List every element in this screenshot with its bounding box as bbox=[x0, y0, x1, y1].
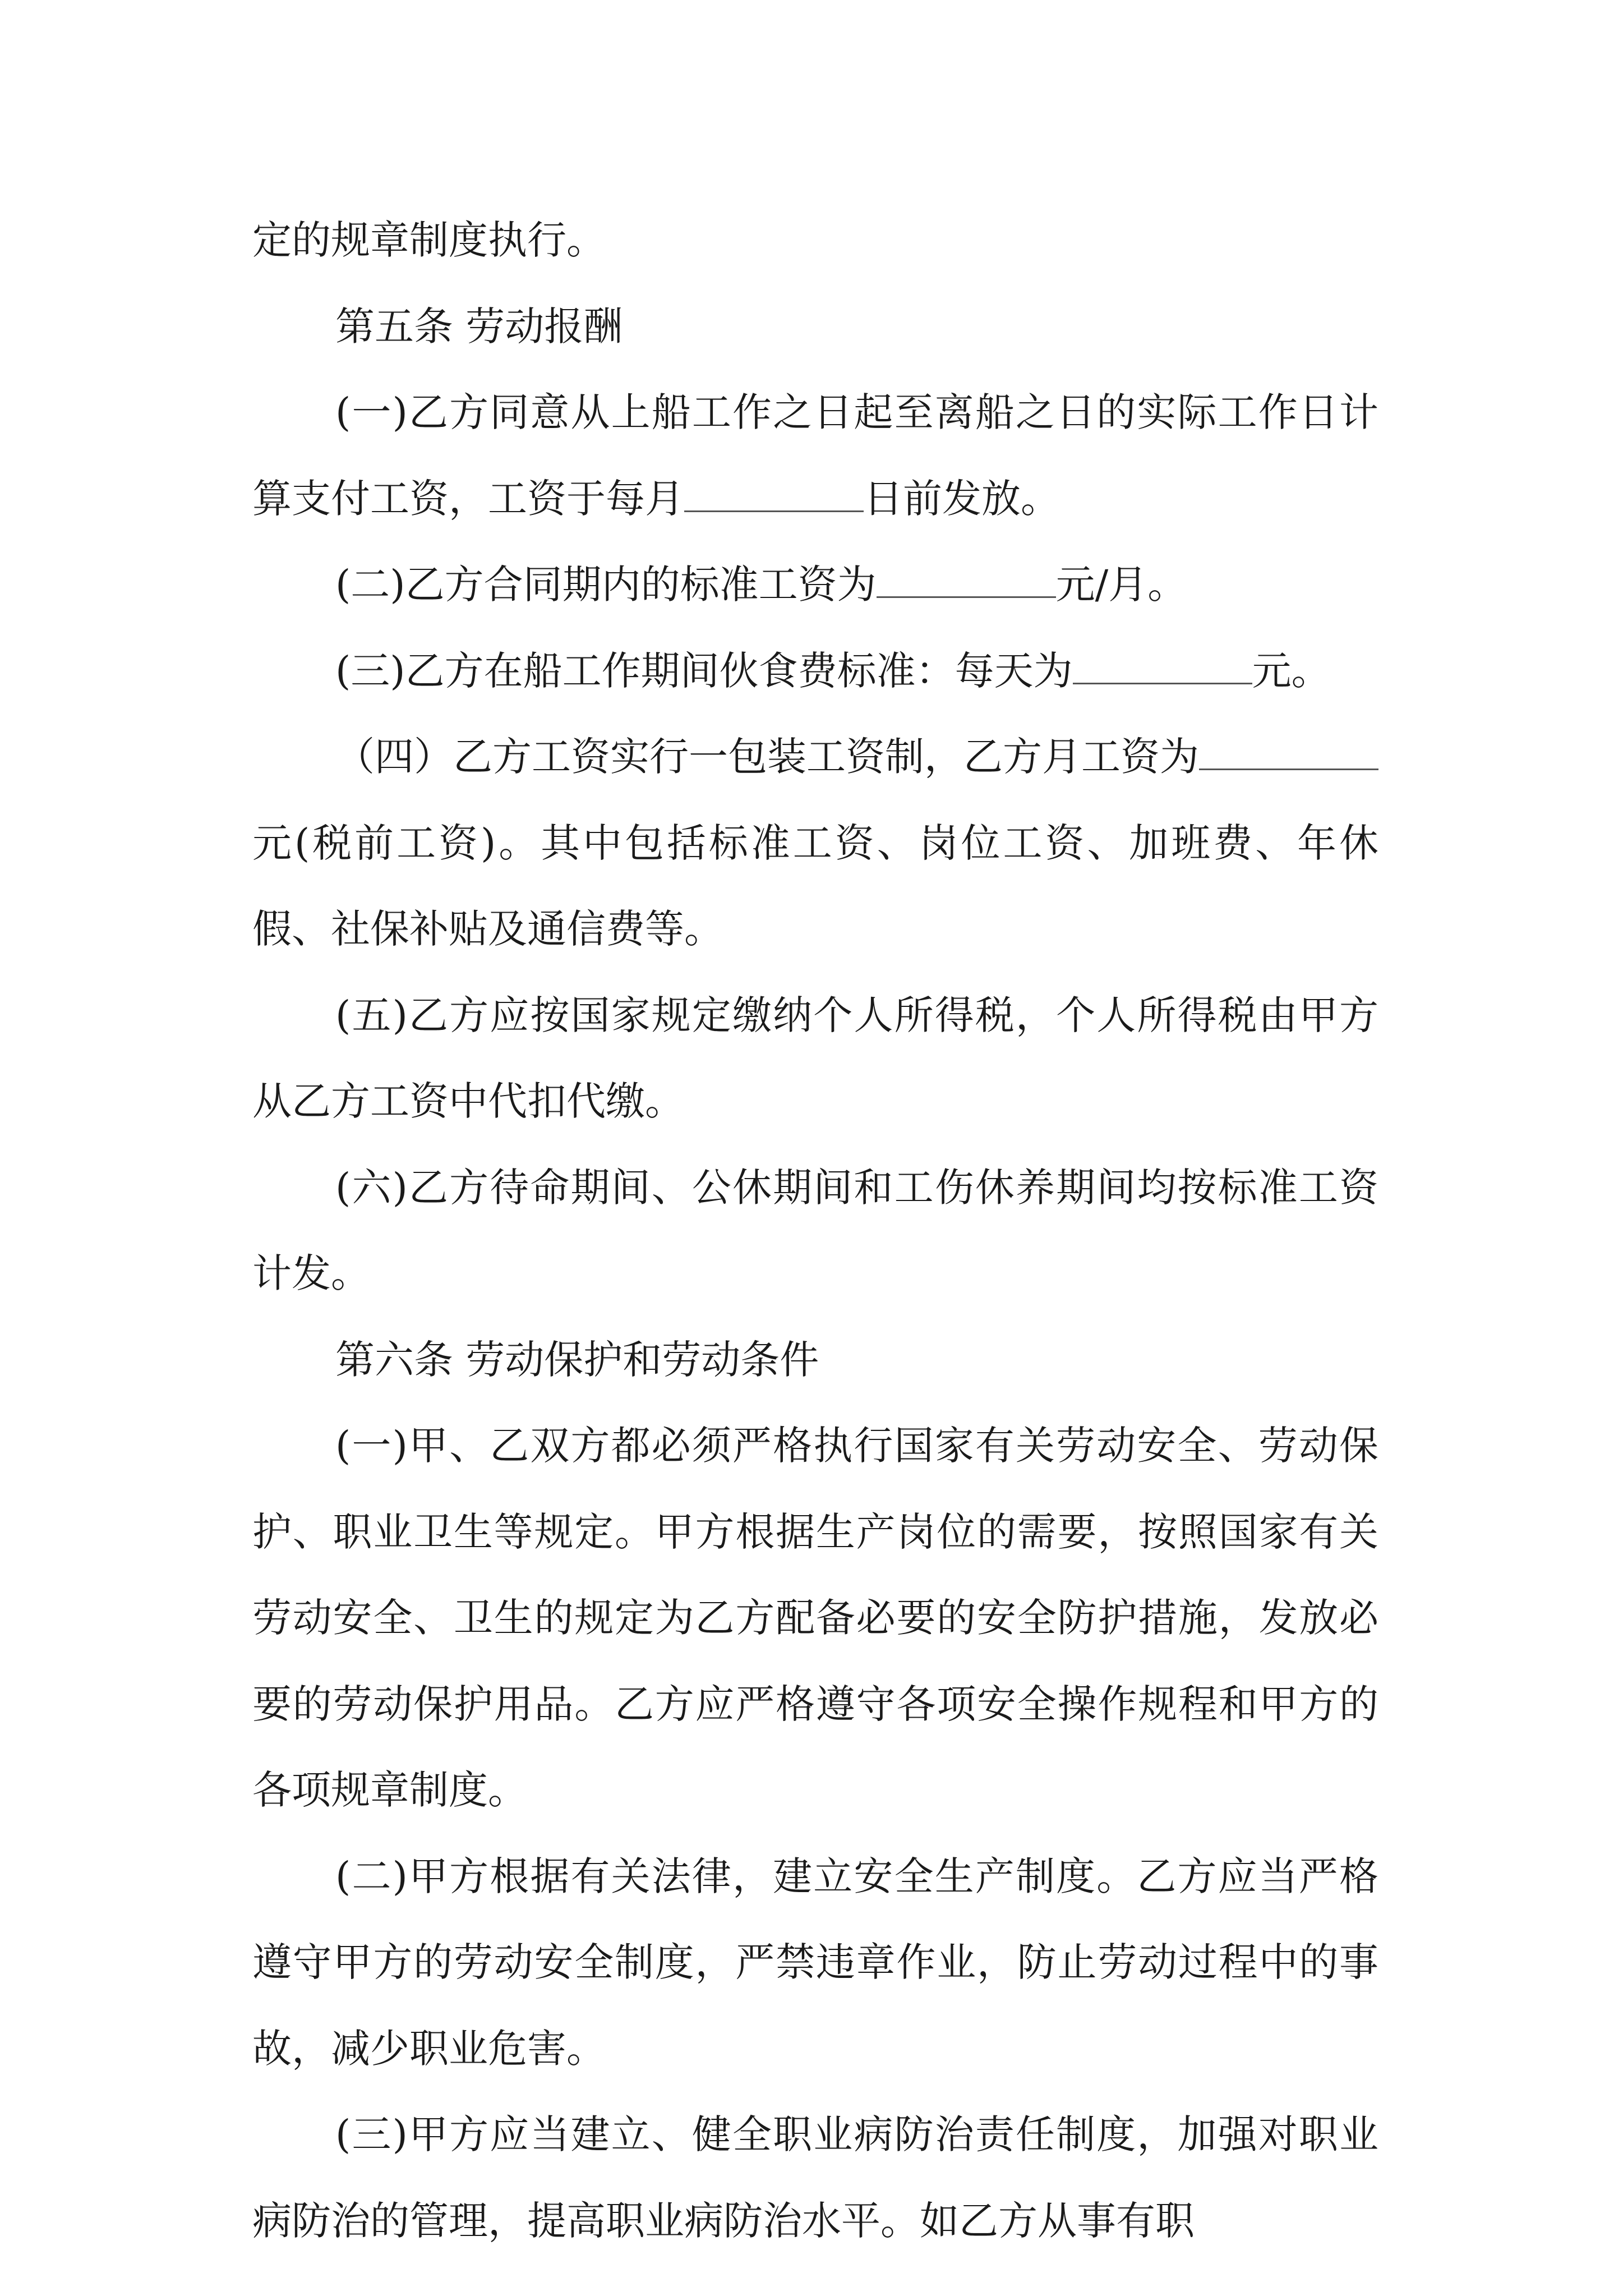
article-six-heading: 第六条 劳动保护和劳动条件 bbox=[335, 1336, 819, 1383]
article-five-heading: 第五条 劳动报酬 bbox=[335, 303, 623, 349]
clause-text: (一)乙方同意从上船工作之日起至离船之日的实际工作日计算支付工资，工资于每月 bbox=[252, 389, 1378, 522]
fill-blank bbox=[1199, 763, 1378, 770]
clause-5-3-meal-allowance bbox=[252, 628, 1378, 715]
clause-text: 元/月。 bbox=[1055, 562, 1187, 608]
fill-blank bbox=[877, 591, 1056, 598]
contract-text-body bbox=[252, 197, 1378, 2264]
clause-5-2-standard-wage bbox=[252, 542, 1378, 628]
clause-6-3-occupational-disease: (三)甲方应当建立、健全职业病防治责任制度，加强对职业病防治的管理，提高职业病防治水平。如乙方从事有职 bbox=[252, 2111, 1378, 2244]
clause-6-1-safety-regulations: (一)甲、乙双方都必须严格执行国家有关劳动安全、劳动保护、职业卫生等规定。甲方根据生产岗位的需要，按照国家有关劳动安全、卫生的规定为乙方配备必要的安全防护措施，发放必要的劳动保护用品。乙方应严格遵守各项安全操作规程和甲方的各项规章制度。 bbox=[252, 1423, 1378, 1813]
clause-text: （四）乙方工资实行一包装工资制，乙方月工资为 bbox=[335, 734, 1199, 780]
clause-text: (二)乙方合同期内的标准工资为 bbox=[335, 562, 877, 608]
clause-text: 元(税前工资)。其中包括标准工资、岗位工资、加班费、年休假、社保补贴及通信费等。 bbox=[252, 820, 1378, 952]
clause-text: (三)乙方在船工作期间伙食费标准：每天为 bbox=[335, 647, 1073, 694]
fill-blank bbox=[1073, 677, 1252, 684]
clause-5-5-income-tax: (五)乙方应按国家规定缴纳个人所得税，个人所得税由甲方从乙方工资中代扣代缴。 bbox=[252, 992, 1378, 1124]
fill-blank bbox=[684, 505, 864, 512]
paragraph-rules-continuation: 定的规章制度执行。 bbox=[252, 217, 606, 263]
clause-text: 元。 bbox=[1252, 647, 1331, 694]
clause-5-1-payday bbox=[252, 370, 1378, 542]
clause-5-6-standby-pay: (六)乙方待命期间、公休期间和工伤休养期间均按标准工资计发。 bbox=[252, 1164, 1378, 1296]
clause-5-4-package-wage bbox=[252, 714, 1378, 973]
clause-6-2-safety-system: (二)甲方根据有关法律，建立安全生产制度。乙方应当严格遵守甲方的劳动安全制度，严禁违章作业，防止劳动过程中的事故，减少职业危害。 bbox=[252, 1853, 1378, 2072]
clause-text: 日前发放。 bbox=[864, 475, 1060, 522]
